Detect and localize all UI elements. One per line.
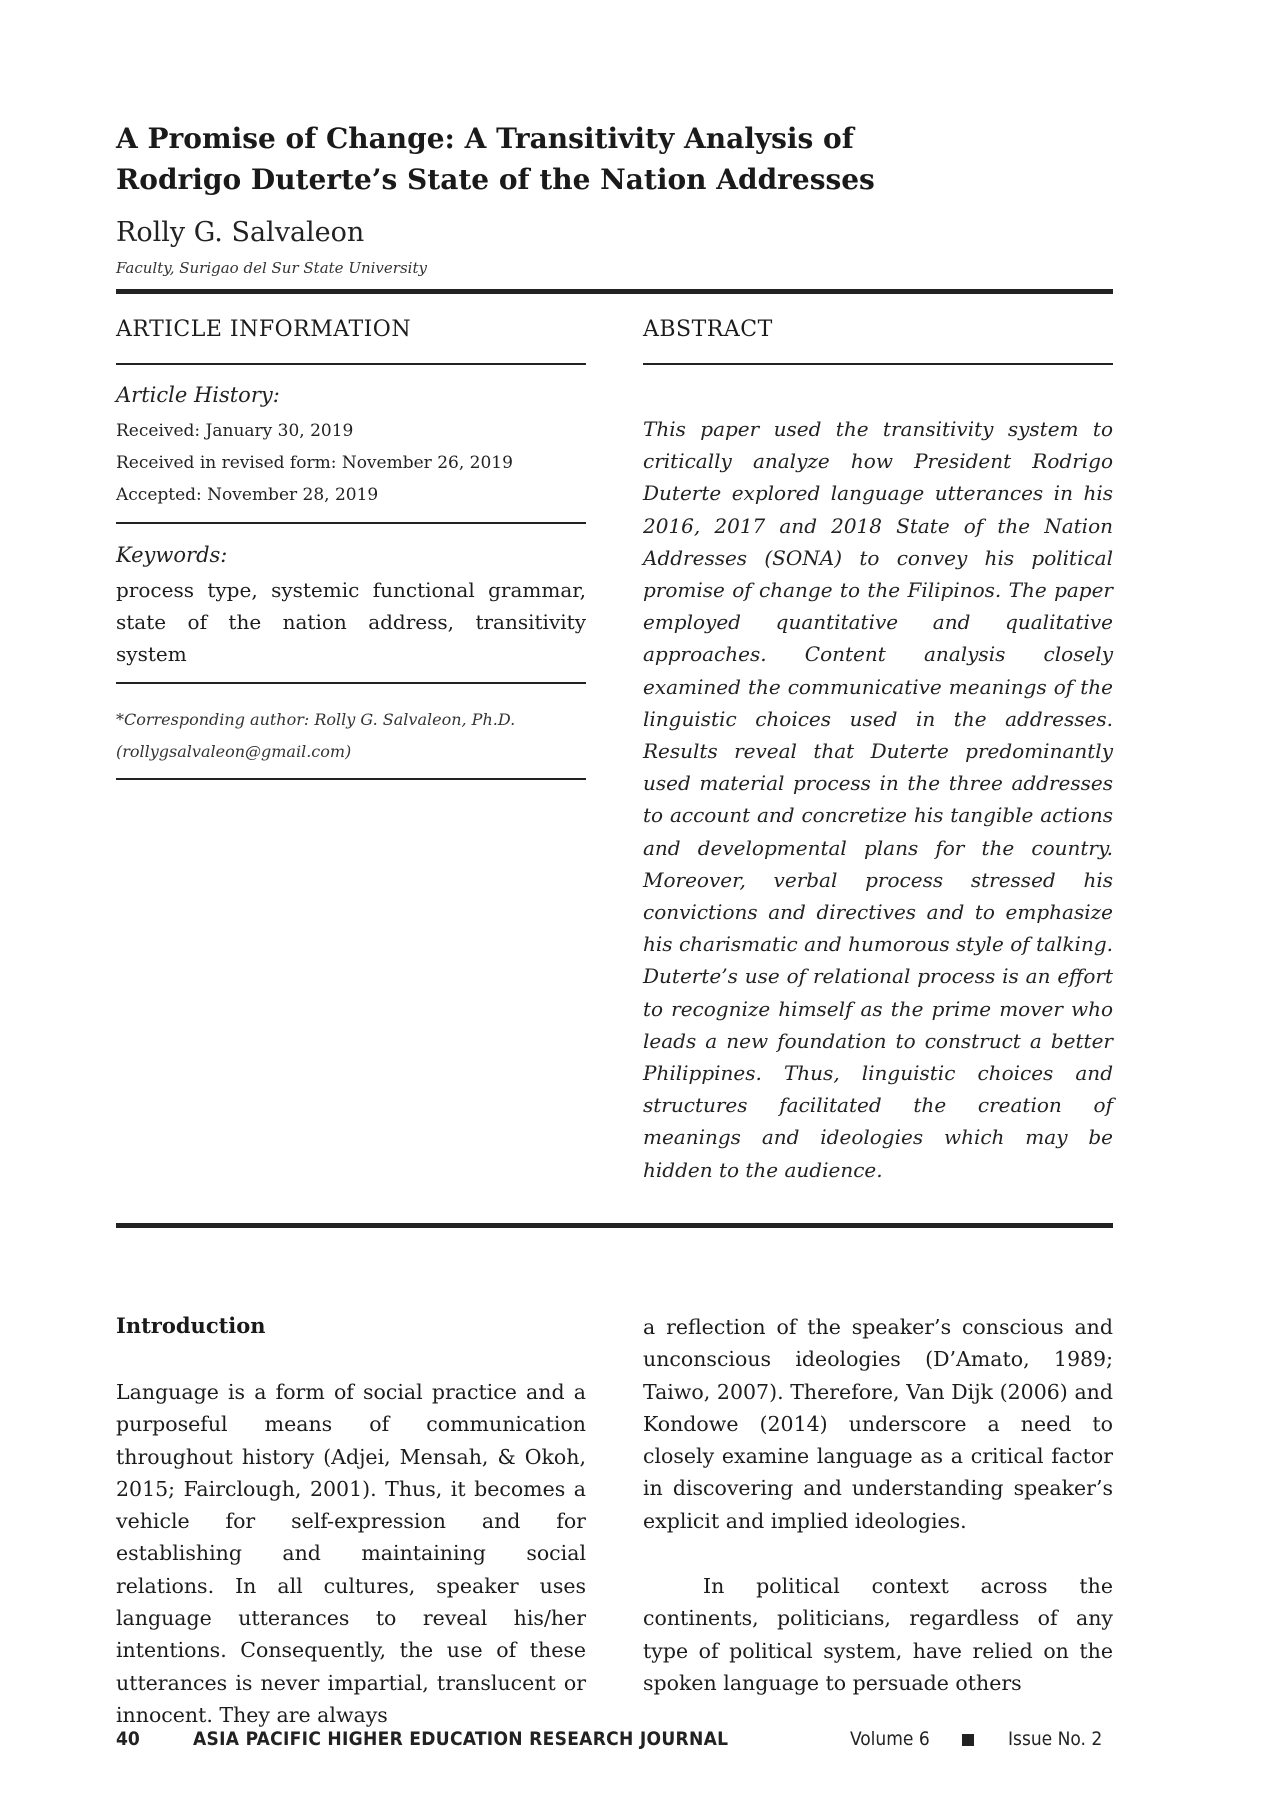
article-history-label: Article History: xyxy=(116,383,280,407)
volume-label: Volume 6 xyxy=(850,1728,930,1750)
page-number: 40 xyxy=(116,1728,140,1750)
corresponding-author xyxy=(116,704,596,768)
abstract-bottom-rule xyxy=(116,1223,1113,1228)
history-rule xyxy=(116,522,586,524)
issue-label: Issue No. 2 xyxy=(1008,1728,1103,1750)
abstract-text: This paper used the transitivity system to critically analyze how President Rodrigo Duterte explored language utterances in his 2016, 2017 and 2018 State of the Nation Addresses (SONA) to convey his political promise of change to the Filipinos. The paper employed quantitative and qualitative approaches. Content analysis closely examined the communicative meanings of the linguistic choices used in the addresses. Results reveal that Duterte predominantly used material process in the three addresses to account and concretize his tangible actions and developmental plans for the country. Moreover, verbal process stressed his convictions and directives and to emphasize his charismatic and humorous style of talking. Duterte’s use of relational process is an effort to recognize himself as the prime mover who leads a new foundation to construct a better Philippines. Thus, linguistic choices and structures facilitated the creation of meanings and ideologies which may be hidden to the audience. xyxy=(643,417,1113,1182)
article-info-rule xyxy=(116,363,586,365)
introduction-paragraph-1: Language is a form of social practice and a purposeful means of communication throughout history (Adjei, Mensah, & Okoh, 2015; Fairclough, 2001). Thus, it becomes a vehicle for self-expression and for establishing and maintaining social relations. In all cultures, speaker uses language utterances to reveal his/her intentions. Consequently, the use of these utterances is never impartial, translucent or innocent. They are always xyxy=(116,1380,586,1727)
abstract-heading: ABSTRACT xyxy=(643,317,773,342)
journal-name: ASIA PACIFIC HIGHER EDUCATION RESEARCH JOURNAL xyxy=(193,1728,729,1750)
introduction-heading: Introduction xyxy=(116,1313,266,1338)
title-line-1: A Promise of Change: A Transitivity Analysis of xyxy=(116,122,854,155)
introduction-paragraph-3: In political context across the continents, politicians, regardless of any type of political system, have relied on the spoken language to persuade others xyxy=(643,1574,1113,1695)
article-title xyxy=(116,118,1076,200)
article-history-list xyxy=(116,415,596,511)
keywords-label: Keywords: xyxy=(116,543,228,567)
title-line-2: Rodrigo Duterte’s State of the Nation Addresses xyxy=(116,163,875,196)
article-info-heading: ARTICLE INFORMATION xyxy=(116,317,412,342)
abstract-rule xyxy=(643,363,1113,365)
keywords-list: process type, systemic functional grammar, state of the nation address, transitivity system xyxy=(116,578,586,666)
author-affiliation: Faculty, Surigao del Sur State University xyxy=(116,259,427,277)
keywords-rule xyxy=(116,682,586,684)
author-name: Rolly G. Salvaleon xyxy=(116,217,365,248)
header-thick-rule xyxy=(116,289,1113,294)
corresponding-rule xyxy=(116,778,586,780)
corresponding-author-name: *Corresponding author: Rolly G. Salvaleon, Ph.D. xyxy=(116,710,516,729)
introduction-paragraph-2: a reflection of the speaker’s conscious and unconscious ideologies (D’Amato, 1989; Taiwo, 2007). Therefore, Van Dijk (2006) and Kondowe (2014) underscore a need to closely examine language as a critical factor in discovering and understanding speaker’s explicit and implied ideologies. xyxy=(643,1315,1113,1533)
received-date: Received: January 30, 2019 xyxy=(116,421,354,441)
accepted-date: Accepted: November 28, 2019 xyxy=(116,485,379,505)
corresponding-author-email: (rollygsalvaleon@gmail.com) xyxy=(116,742,352,761)
revised-date: Received in revised form: November 26, 2019 xyxy=(116,453,513,473)
footer-separator-square xyxy=(962,1728,974,1750)
